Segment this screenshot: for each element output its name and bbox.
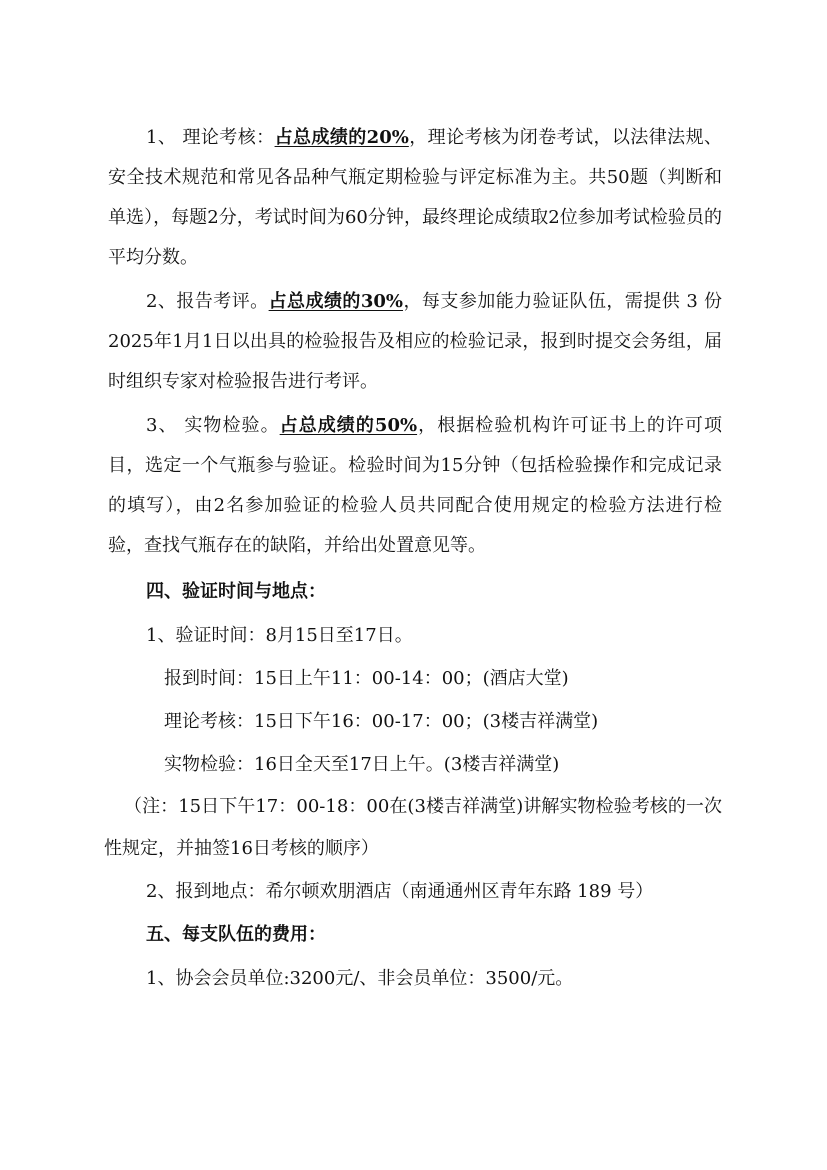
section-heading-fees: 五、每支队伍的费用： — [146, 924, 326, 945]
checkin-place-line: 2、报到地点：希尔顿欢朋酒店（南通通州区青年东路 189 号） — [146, 881, 654, 902]
schedule-item-theory: 理论考核：15日下午16：00-17：00；(3楼吉祥满堂) — [164, 711, 599, 732]
schedule-item-checkin: 报到时间：15日上午11：00-14：00；(酒店大堂) — [164, 668, 569, 689]
schedule-note: （注：15日下午17：00-18：00在(3楼吉祥满堂)讲解实物检验考核的一次性规定，并抽签16日考核的顺序） — [104, 796, 722, 859]
assessment-item-practical — [108, 406, 722, 566]
item-text: ，每支参加能力验证队伍，需提供 3 份 2025年1月1日以出具的检验报告及相应的检验记录，报到时提交会务组，届时组织专家对检验报告进行考评。 — [108, 291, 723, 392]
verification-time-line: 1、验证时间：8月15日至17日。 — [146, 625, 413, 646]
section-heading-time-place: 四、验证时间与地点： — [146, 581, 326, 602]
score-weight-highlight: 占总成绩的30% — [268, 291, 404, 312]
item-prefix: 3、 实物检验。 — [146, 415, 280, 436]
item-text: ，理论考核为闭卷考试，以法律法规、安全技术规范和常见各品种气瓶定期检验与评定标准为主。共50题（判断和单选），每题2分，考试时间为60分钟，最终理论成绩取2位参加考试检验员的平均分数。 — [108, 127, 722, 268]
document-body — [104, 118, 723, 1000]
score-weight-highlight: 占总成绩的50% — [279, 415, 418, 436]
assessment-item-report — [108, 282, 722, 402]
fee-line: 1、协会会员单位:3200元/、非会员单位：3500/元。 — [146, 968, 574, 989]
score-weight-highlight: 占总成绩的20% — [274, 127, 409, 148]
item-prefix: 1、 理论考核： — [146, 127, 275, 148]
item-text: ，根据检验机构许可证书上的许可项目，选定一个气瓶参与验证。检验时间为15分钟（包括检验操作和完成记录的填写），由2名参加验证的检验人员共同配合使用规定的检验方法进行检验，查找气瓶存在的缺陷，并给出处置意见等。 — [108, 415, 722, 556]
assessment-item-theory — [108, 118, 722, 278]
item-prefix: 2、报告考评。 — [146, 291, 269, 312]
schedule-item-practical: 实物检验：16日全天至17日上午。(3楼吉祥满堂) — [164, 754, 560, 775]
